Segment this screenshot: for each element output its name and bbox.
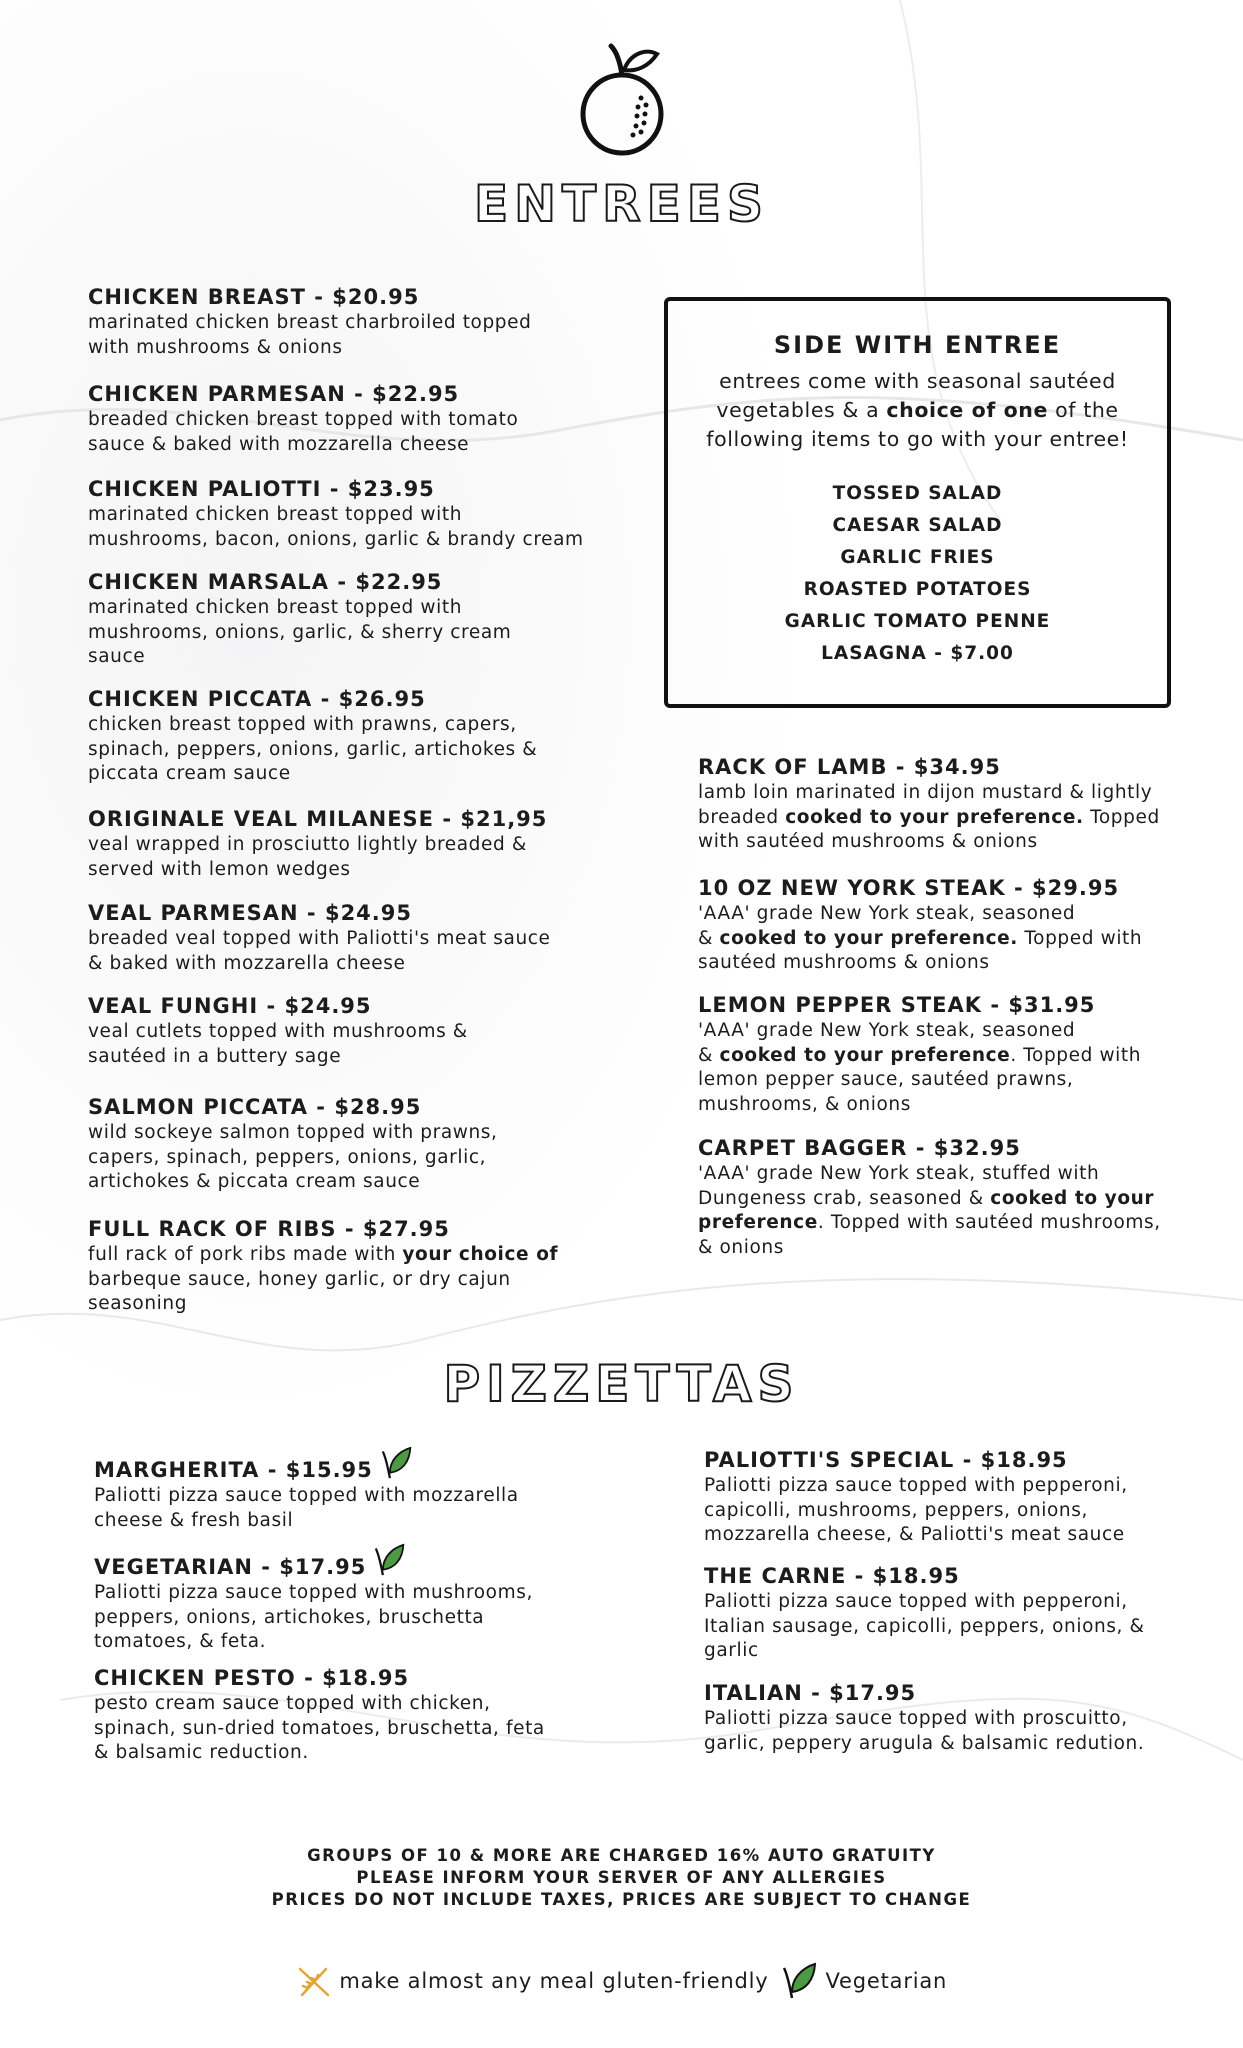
menu-item-name: VEAL FUNGHI - $24.95 [88,994,372,1018]
menu-item-description: Paliotti pizza sauce topped with pepperoni, Italian sausage, capicolli, peppers, onions, & garlic [704,1591,1145,1661]
leaf-icon [782,1962,818,2000]
menu-item [88,475,608,552]
menu-item [94,1540,614,1655]
menu-item [88,283,608,360]
section-title-entrees: ENTREES [474,175,769,233]
menu-item-name: VEGETARIAN - $17.95 [94,1540,614,1581]
legend-veg-text: Vegetarian [825,1969,948,1993]
wheat-crossed-icon [296,1963,332,1999]
side-option: CAESAR SALAD [832,515,1003,536]
menu-item-description: veal cutlets topped with mushrooms & sautéed in a buttery sage [88,1021,468,1067]
note-gratuity: GROUPS OF 10 & MORE ARE CHARGED 16% AUTO GRATUITY [307,1846,936,1865]
menu-item [704,1679,1224,1756]
menu-item-description: veal wrapped in prosciutto lightly breaded & served with lemon wedges [88,834,527,880]
menu-item-description: marinated chicken breast charbroiled topped with mushrooms & onions [88,312,532,358]
menu-item-name: RACK OF LAMB - $34.95 [698,755,1001,779]
menu-item-name: THE CARNE - $18.95 [704,1564,960,1588]
side-option: GARLIC FRIES [840,547,995,568]
side-box-intro: entrees come with seasonal sautéed vegetables & a choice of one of the following items to go with your entree! [706,369,1129,451]
menu-item-name: CHICKEN PALIOTTI - $23.95 [88,477,435,501]
menu-item-description: 'AAA' grade New York steak, stuffed with Dungeness crab, seasoned & cooked to your preference. Topped with sautéed mushrooms, & onions [698,1163,1161,1258]
menu-item-name: SALMON PICCATA - $28.95 [88,1095,422,1119]
menu-item [698,1134,1218,1260]
menu-item-name: MARGHERITA - $15.95 [94,1443,614,1484]
menu-item-name: CHICKEN PESTO - $18.95 [94,1666,410,1690]
menu-item-description: marinated chicken breast topped with mushrooms, onions, garlic, & sherry cream sauce [88,597,512,667]
menu-item-name: CHICKEN PICCATA - $26.95 [88,687,426,711]
vegetarian-leaf-icon [381,1443,413,1483]
menu-item-description: full rack of pork ribs made with your choice of barbeque sauce, honey garlic, or dry cajun seasoning [88,1244,559,1314]
side-option: LASAGNA - $7.00 [821,643,1014,664]
menu-item-description: breaded veal topped with Paliotti's meat sauce & baked with mozzarella cheese [88,928,551,974]
note-taxes: PRICES DO NOT INCLUDE TAXES, PRICES ARE SUBJECT TO CHANGE [271,1890,972,1909]
menu-item [88,992,608,1069]
menu-item [88,1093,608,1195]
side-with-entree-box [664,297,1171,708]
menu-item-description: marinated chicken breast topped with mushrooms, bacon, onions, garlic & brandy cream [88,504,584,550]
menu-item-description: Paliotti pizza sauce topped with pepperoni, capicolli, mushrooms, peppers, onions, mozzarella cheese, & Paliotti's meat sauce [704,1475,1128,1545]
legend [0,1962,1243,2000]
side-option: TOSSED SALAD [832,483,1003,504]
menu-item-name: FULL RACK OF RIBS - $27.95 [88,1217,450,1241]
menu-item [88,685,608,787]
menu-item [88,899,608,976]
note-allergies: PLEASE INFORM YOUR SERVER OF ANY ALLERGIES [356,1868,887,1887]
menu-item [704,1562,1224,1664]
legend-gluten-text: make almost any meal gluten-friendly [339,1969,769,1993]
menu-item-description: Paliotti pizza sauce topped with proscuitto, garlic, peppery arugula & balsamic redution. [704,1708,1145,1754]
menu-item-name: LEMON PEPPER STEAK - $31.95 [698,993,1096,1017]
menu-item [88,805,608,882]
menu-item-name: VEAL PARMESAN - $24.95 [88,901,412,925]
menu-item [88,1215,608,1317]
side-box-title: SIDE WITH ENTREE [773,331,1062,359]
menu-item-name: CHICKEN MARSALA - $22.95 [88,570,443,594]
menu-item [698,753,1218,855]
menu-item-description: Paliotti pizza sauce topped with mushrooms, peppers, onions, artichokes, bruschetta tomatoes, & feta. [94,1582,533,1652]
side-option: GARLIC TOMATO PENNE [784,611,1051,632]
menu-item [698,991,1218,1117]
vegetarian-leaf-icon [374,1540,406,1580]
footer-notes [0,1845,1243,1911]
menu-item-description: breaded chicken breast topped with tomato sauce & baked with mozzarella cheese [88,409,519,455]
menu-item [94,1443,614,1533]
menu-item [88,380,608,457]
side-option: ROASTED POTATOES [803,579,1032,600]
section-title-pizzettas: PIZZETTAS [443,1355,800,1413]
menu-item-name: 10 OZ NEW YORK STEAK - $29.95 [698,876,1120,900]
menu-item-description: lamb loin marinated in dijon mustard & lightly breaded cooked to your preference. Topped with sautéed mushrooms & onions [698,782,1160,852]
menu-item-name: CHICKEN PARMESAN - $22.95 [88,382,460,406]
menu-item-description: Paliotti pizza sauce topped with mozzarella cheese & fresh basil [94,1485,519,1531]
orange-fruit-icon [575,40,670,160]
menu-item-description: pesto cream sauce topped with chicken, spinach, sun-dried tomatoes, bruschetta, feta & balsamic reduction. [94,1693,545,1763]
menu-item-description: chicken breast topped with prawns, capers, spinach, peppers, onions, garlic, artichokes & piccata cream sauce [88,714,538,784]
menu-item-name: ITALIAN - $17.95 [704,1681,917,1705]
menu-item-description: 'AAA' grade New York steak, seasoned & cooked to your preference. Topped with lemon pepper sauce, sautéed prawns, mushrooms, & onions [698,1020,1142,1115]
menu-item-name: CARPET BAGGER - $32.95 [698,1136,1021,1160]
menu-item [94,1664,614,1766]
menu-item-description: 'AAA' grade New York steak, seasoned & cooked to your preference. Topped with sautéed mushrooms & onions [698,903,1143,973]
menu-item-name: CHICKEN BREAST - $20.95 [88,285,420,309]
menu-item [704,1446,1224,1548]
side-options-list [668,478,1167,670]
menu-item [698,874,1218,976]
menu-item-description: wild sockeye salmon topped with prawns, capers, spinach, peppers, onions, garlic, artichokes & piccata cream sauce [88,1122,498,1192]
menu-item-name: PALIOTTI'S SPECIAL - $18.95 [704,1448,1068,1472]
menu-item [88,568,608,670]
menu-item-name: ORIGINALE VEAL MILANESE - $21,95 [88,807,548,831]
